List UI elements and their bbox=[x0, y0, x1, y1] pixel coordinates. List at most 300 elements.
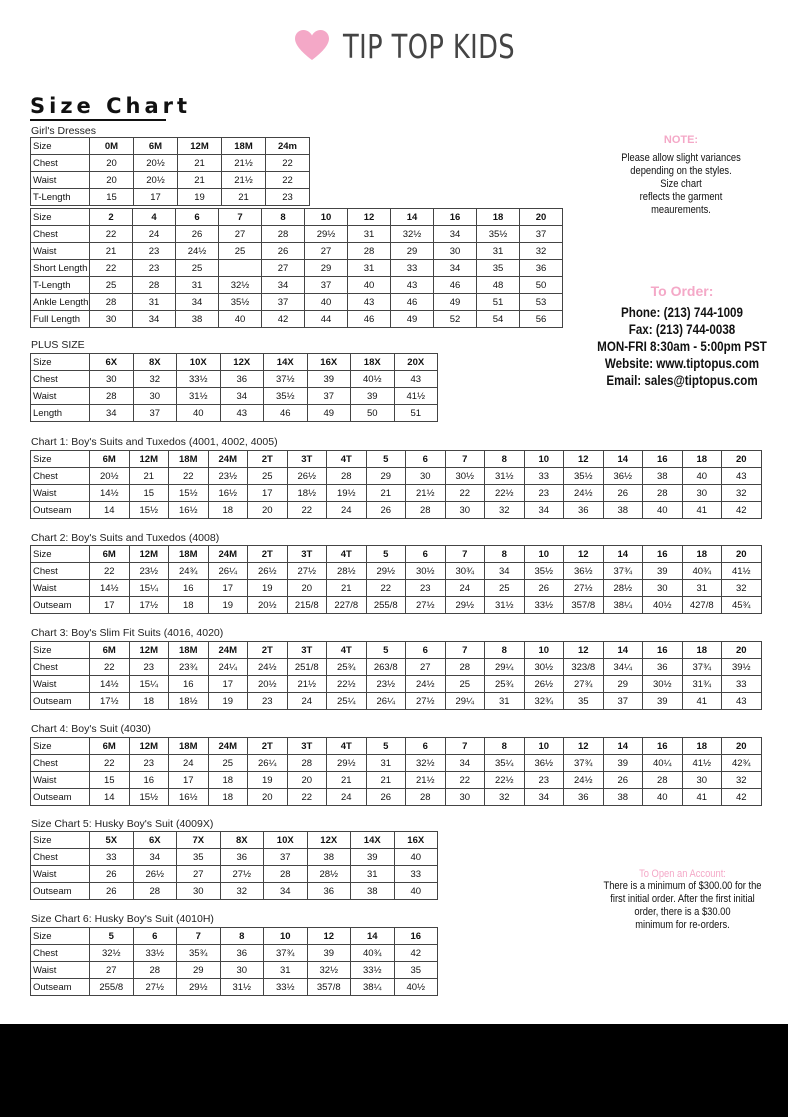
size-header-cell: 2T bbox=[248, 451, 288, 468]
table-cell: 34 bbox=[133, 311, 176, 328]
table-cell: 14½ bbox=[90, 485, 130, 502]
order-phone: Phone: (213) 744-1009 bbox=[621, 305, 743, 320]
table-cell: 17 bbox=[90, 597, 130, 614]
title-underline bbox=[30, 119, 166, 121]
table-cell: 26 bbox=[366, 502, 406, 519]
size-header-cell: 18 bbox=[477, 209, 520, 226]
row-label: Outseam bbox=[31, 883, 90, 900]
size-header-cell: 5 bbox=[366, 642, 406, 659]
size-header-cell: 24M bbox=[208, 738, 248, 755]
table-cell: 25¼ bbox=[327, 693, 367, 710]
table-cell: 28 bbox=[643, 485, 683, 502]
table-cell: 21 bbox=[90, 243, 133, 260]
table-cell: 30 bbox=[434, 243, 477, 260]
table-cell: 14½ bbox=[90, 676, 130, 693]
size-header-cell: 8 bbox=[220, 928, 264, 945]
size-header-cell: 16X bbox=[394, 832, 438, 849]
table-cell: 29½ bbox=[445, 597, 485, 614]
table-cell: 357/8 bbox=[307, 979, 351, 996]
table-cell: 251/8 bbox=[287, 659, 327, 676]
table-cell: 38 bbox=[351, 883, 395, 900]
table-cell: 15½ bbox=[169, 485, 209, 502]
size-header-cell: 4T bbox=[327, 451, 367, 468]
table-cell: 18½ bbox=[287, 485, 327, 502]
table-cell: 37½ bbox=[264, 371, 308, 388]
size-header-cell: 7 bbox=[445, 546, 485, 563]
row-label: Size bbox=[31, 928, 90, 945]
table-row bbox=[31, 866, 438, 883]
table-cell: 38 bbox=[176, 311, 219, 328]
size-header-cell: 18 bbox=[682, 451, 722, 468]
table-cell: 22 bbox=[90, 563, 130, 580]
row-label: Chest bbox=[31, 371, 90, 388]
table-cell: 23 bbox=[133, 260, 176, 277]
table-cell: 37 bbox=[307, 388, 351, 405]
table-cell: 23¾ bbox=[169, 659, 209, 676]
row-label: Short Length bbox=[31, 260, 90, 277]
table-cell: 30 bbox=[643, 580, 683, 597]
table-cell: 22 bbox=[266, 155, 310, 172]
chart-caption-chart-4: Chart 4: Boy's Suit (4030) bbox=[31, 723, 151, 735]
table-cell: 34 bbox=[434, 226, 477, 243]
table-cell: 26½ bbox=[133, 866, 177, 883]
table-cell: 40¾ bbox=[351, 945, 395, 962]
size-header-cell: 14 bbox=[603, 642, 643, 659]
table-cell: 24½ bbox=[248, 659, 288, 676]
table-cell: 29½ bbox=[366, 563, 406, 580]
table-cell: 25 bbox=[485, 580, 525, 597]
table-cell: 37 bbox=[305, 277, 348, 294]
size-header-cell: 24M bbox=[208, 451, 248, 468]
table-cell: 38 bbox=[307, 849, 351, 866]
heart-icon bbox=[295, 30, 329, 62]
chart-caption-chart-6: Size Chart 6: Husky Boy's Suit (4010H) bbox=[31, 913, 214, 925]
table-cell: 16 bbox=[169, 676, 209, 693]
table-row bbox=[31, 580, 762, 597]
table-cell: 24 bbox=[133, 226, 176, 243]
table-cell: 25 bbox=[219, 243, 262, 260]
size-header-cell: 12M bbox=[129, 642, 169, 659]
table-cell: 18 bbox=[169, 597, 209, 614]
table-cell: 29 bbox=[305, 260, 348, 277]
table-row bbox=[31, 755, 762, 772]
table-row bbox=[31, 563, 762, 580]
table-cell: 31 bbox=[477, 243, 520, 260]
table-cell: 40½ bbox=[351, 371, 395, 388]
size-header-cell: 24M bbox=[208, 546, 248, 563]
size-header-cell: 4T bbox=[327, 738, 367, 755]
size-header-cell: 5 bbox=[366, 546, 406, 563]
table-cell: 28½ bbox=[307, 866, 351, 883]
size-header-cell: 24M bbox=[208, 642, 248, 659]
table-cell: 26½ bbox=[248, 563, 288, 580]
table-cell: 17 bbox=[134, 189, 178, 206]
size-header-cell: 2T bbox=[248, 738, 288, 755]
row-label: Waist bbox=[31, 243, 90, 260]
table-cell: 30 bbox=[90, 371, 134, 388]
note-block bbox=[588, 134, 774, 217]
size-header-cell: 12M bbox=[129, 451, 169, 468]
row-label: Waist bbox=[31, 388, 90, 405]
table-cell: 24 bbox=[327, 789, 367, 806]
table-row bbox=[31, 388, 438, 405]
table-cell: 28½ bbox=[327, 563, 367, 580]
table-header-row bbox=[31, 209, 563, 226]
size-header-cell: 8X bbox=[133, 354, 177, 371]
row-label: Outseam bbox=[31, 789, 90, 806]
table-cell: 23 bbox=[266, 189, 310, 206]
size-header-cell: 6 bbox=[406, 642, 446, 659]
table-row bbox=[31, 502, 762, 519]
table-cell: 46 bbox=[264, 405, 308, 422]
table-cell: 42 bbox=[262, 311, 305, 328]
table-cell: 34¼ bbox=[603, 659, 643, 676]
table-row bbox=[31, 172, 310, 189]
row-label: Chest bbox=[31, 659, 90, 676]
table-cell: 30 bbox=[90, 311, 133, 328]
table-cell: 27½ bbox=[133, 979, 177, 996]
size-header-cell: 12M bbox=[129, 738, 169, 755]
size-header-cell: 2T bbox=[248, 642, 288, 659]
table-cell: 15¼ bbox=[129, 676, 169, 693]
table-cell: 33½ bbox=[133, 945, 177, 962]
table-cell: 43 bbox=[220, 405, 264, 422]
table-cell: 32½ bbox=[391, 226, 434, 243]
table-cell: 32 bbox=[722, 772, 762, 789]
table-cell: 29¼ bbox=[485, 659, 525, 676]
table-cell: 36 bbox=[220, 945, 264, 962]
row-label: Waist bbox=[31, 676, 90, 693]
order-block bbox=[576, 283, 788, 389]
table-cell: 26 bbox=[603, 772, 643, 789]
table-cell: 33 bbox=[391, 260, 434, 277]
size-header-cell: 14X bbox=[351, 832, 395, 849]
table-row bbox=[31, 243, 563, 260]
note-line: reflects the garment bbox=[639, 191, 723, 203]
table-cell: 38 bbox=[643, 468, 683, 485]
table-cell: 26 bbox=[90, 883, 134, 900]
row-label: Ankle Length bbox=[31, 294, 90, 311]
table-cell: 21½ bbox=[222, 172, 266, 189]
table-cell: 19 bbox=[208, 597, 248, 614]
table-cell: 32½ bbox=[90, 945, 134, 962]
size-header-cell: 8 bbox=[485, 642, 525, 659]
chart-caption-chart-1: Chart 1: Boy's Suits and Tuxedos (4001, 4002, 4005) bbox=[31, 436, 278, 448]
table-cell bbox=[219, 260, 262, 277]
table-row bbox=[31, 226, 563, 243]
size-header-cell: 18 bbox=[682, 642, 722, 659]
table-cell: 31 bbox=[351, 866, 395, 883]
row-label: Waist bbox=[31, 772, 90, 789]
size-header-cell: 14 bbox=[603, 451, 643, 468]
size-header-cell: 5X bbox=[90, 832, 134, 849]
table-cell: 34 bbox=[524, 789, 564, 806]
chart-caption-girls-dresses: Girl's Dresses bbox=[31, 125, 97, 137]
table-cell: 32 bbox=[220, 883, 264, 900]
table-cell: 26 bbox=[262, 243, 305, 260]
row-label: Chest bbox=[31, 468, 90, 485]
table-cell: 34 bbox=[524, 502, 564, 519]
table-cell: 23½ bbox=[208, 468, 248, 485]
table-cell: 22 bbox=[90, 260, 133, 277]
order-website: Website: www.tiptopus.com bbox=[604, 356, 760, 371]
table-cell: 16½ bbox=[169, 789, 209, 806]
table-cell: 27 bbox=[90, 962, 134, 979]
table-cell: 28 bbox=[406, 789, 446, 806]
table-cell: 22 bbox=[90, 755, 130, 772]
table-cell: 20½ bbox=[134, 172, 178, 189]
row-label: Waist bbox=[31, 962, 90, 979]
table-cell: 37 bbox=[520, 226, 563, 243]
table-cell: 54 bbox=[477, 311, 520, 328]
chart-caption-plus-size: PLUS SIZE bbox=[31, 339, 85, 351]
table-cell: 36 bbox=[564, 502, 604, 519]
table-cell: 20 bbox=[90, 155, 134, 172]
table-cell: 31 bbox=[264, 962, 308, 979]
table-cell: 35½ bbox=[264, 388, 308, 405]
table-cell: 26¼ bbox=[366, 693, 406, 710]
size-header-cell: 18 bbox=[682, 546, 722, 563]
table-cell: 36½ bbox=[603, 468, 643, 485]
table-cell: 33 bbox=[90, 849, 134, 866]
row-label: Length bbox=[31, 405, 90, 422]
table-cell: 31½ bbox=[220, 979, 264, 996]
table-cell: 30½ bbox=[524, 659, 564, 676]
table-cell: 24 bbox=[169, 755, 209, 772]
table-cell: 29 bbox=[177, 962, 221, 979]
table-row bbox=[31, 945, 438, 962]
table-cell: 37¾ bbox=[682, 659, 722, 676]
table-cell: 37¾ bbox=[603, 563, 643, 580]
table-cell: 34 bbox=[133, 849, 177, 866]
table-row bbox=[31, 962, 438, 979]
table-cell: 30 bbox=[682, 772, 722, 789]
table-cell: 36 bbox=[643, 659, 683, 676]
table-header-row bbox=[31, 738, 762, 755]
table-cell: 41 bbox=[682, 693, 722, 710]
table-cell: 49 bbox=[391, 311, 434, 328]
table-cell: 21 bbox=[178, 155, 222, 172]
size-header-cell: 12 bbox=[564, 546, 604, 563]
row-label: Chest bbox=[31, 849, 90, 866]
table-cell: 25 bbox=[248, 468, 288, 485]
table-cell: 18 bbox=[208, 502, 248, 519]
table-cell: 31 bbox=[133, 294, 176, 311]
size-header-cell: 10 bbox=[524, 451, 564, 468]
table-cell: 33½ bbox=[524, 597, 564, 614]
table-cell: 35¼ bbox=[485, 755, 525, 772]
table-cell: 21 bbox=[129, 468, 169, 485]
table-cell: 14 bbox=[90, 502, 130, 519]
table-cell: 35 bbox=[564, 693, 604, 710]
table-cell: 30¾ bbox=[445, 563, 485, 580]
row-label: Waist bbox=[31, 866, 90, 883]
table-cell: 40 bbox=[682, 468, 722, 485]
size-header-cell: 6 bbox=[406, 738, 446, 755]
table-cell: 31 bbox=[348, 260, 391, 277]
size-header-cell: 14 bbox=[351, 928, 395, 945]
table-cell: 40½ bbox=[643, 597, 683, 614]
table-cell: 24½ bbox=[564, 772, 604, 789]
table-row bbox=[31, 597, 762, 614]
table-cell: 427/8 bbox=[682, 597, 722, 614]
table-row bbox=[31, 979, 438, 996]
table-cell: 29¼ bbox=[445, 693, 485, 710]
table-cell: 37 bbox=[262, 294, 305, 311]
table-cell: 27½ bbox=[220, 866, 264, 883]
size-header-cell: 3T bbox=[287, 642, 327, 659]
size-header-cell: 16 bbox=[643, 451, 683, 468]
size-header-cell: 20X bbox=[394, 354, 438, 371]
table-cell: 227/8 bbox=[327, 597, 367, 614]
size-header-cell: 14 bbox=[603, 546, 643, 563]
table-cell: 36 bbox=[220, 849, 264, 866]
table-row bbox=[31, 468, 762, 485]
size-header-cell: 10 bbox=[524, 738, 564, 755]
row-label: Full Length bbox=[31, 311, 90, 328]
table-header-row bbox=[31, 642, 762, 659]
table-cell: 27 bbox=[305, 243, 348, 260]
table-cell: 37 bbox=[133, 405, 177, 422]
row-label: Size bbox=[31, 832, 90, 849]
size-header-cell: 6M bbox=[90, 451, 130, 468]
table-cell: 40 bbox=[643, 502, 683, 519]
table-cell: 263/8 bbox=[366, 659, 406, 676]
table-cell: 43 bbox=[394, 371, 438, 388]
table-cell: 43 bbox=[722, 468, 762, 485]
note-line: depending on the styles. bbox=[630, 165, 732, 177]
table-row bbox=[31, 789, 762, 806]
table-cell: 20 bbox=[248, 789, 288, 806]
table-cell: 28 bbox=[348, 243, 391, 260]
table-cell: 39 bbox=[643, 693, 683, 710]
size-header-cell: 4T bbox=[327, 642, 367, 659]
table-cell: 40 bbox=[643, 789, 683, 806]
size-header-cell: 10 bbox=[264, 928, 308, 945]
table-cell: 28 bbox=[264, 866, 308, 883]
account-line: first initial order. After the first initial bbox=[610, 893, 755, 905]
table-cell: 30½ bbox=[445, 468, 485, 485]
size-header-cell: 20 bbox=[722, 546, 762, 563]
table-cell: 20 bbox=[90, 172, 134, 189]
table-cell: 24½ bbox=[176, 243, 219, 260]
size-header-cell: 12 bbox=[564, 738, 604, 755]
table-cell: 43 bbox=[391, 277, 434, 294]
size-header-cell: 20 bbox=[520, 209, 563, 226]
table-cell: 41½ bbox=[394, 388, 438, 405]
table-cell: 40 bbox=[219, 311, 262, 328]
table-cell: 28 bbox=[133, 962, 177, 979]
table-cell: 35½ bbox=[524, 563, 564, 580]
table-cell: 26 bbox=[603, 485, 643, 502]
size-header-cell: 16 bbox=[643, 642, 683, 659]
table-cell: 25¾ bbox=[327, 659, 367, 676]
order-fax: Fax: (213) 744-0038 bbox=[628, 322, 736, 337]
size-header-cell: 20 bbox=[722, 642, 762, 659]
account-line: There is a minimum of $300.00 for the bbox=[603, 880, 762, 892]
row-label: Outseam bbox=[31, 979, 90, 996]
size-header-cell: 18 bbox=[682, 738, 722, 755]
size-header-cell: 3T bbox=[287, 451, 327, 468]
table-cell: 30½ bbox=[406, 563, 446, 580]
row-label: Size bbox=[31, 209, 90, 226]
table-cell: 16 bbox=[169, 580, 209, 597]
size-header-cell: 10 bbox=[305, 209, 348, 226]
table-cell: 17 bbox=[169, 772, 209, 789]
size-header-cell: 3T bbox=[287, 546, 327, 563]
table-cell: 39 bbox=[351, 849, 395, 866]
table-cell: 26¼ bbox=[208, 563, 248, 580]
table-cell: 23½ bbox=[366, 676, 406, 693]
brand-name: TIP TOP KIDS bbox=[343, 26, 516, 66]
table-cell: 23 bbox=[133, 243, 176, 260]
table-cell: 32¾ bbox=[524, 693, 564, 710]
table-row bbox=[31, 659, 762, 676]
row-label: T-Length bbox=[31, 277, 90, 294]
table-cell: 39 bbox=[351, 388, 395, 405]
table-cell: 40 bbox=[348, 277, 391, 294]
size-header-cell: 18M bbox=[222, 138, 266, 155]
table-cell: 43 bbox=[348, 294, 391, 311]
table-cell: 15¼ bbox=[129, 580, 169, 597]
table-cell: 53 bbox=[520, 294, 563, 311]
table-cell: 357/8 bbox=[564, 597, 604, 614]
table-cell: 32 bbox=[485, 789, 525, 806]
table-cell: 37 bbox=[603, 693, 643, 710]
table-cell: 19½ bbox=[327, 485, 367, 502]
table-cell: 42 bbox=[722, 789, 762, 806]
table-cell: 22 bbox=[445, 485, 485, 502]
row-label: Outseam bbox=[31, 502, 90, 519]
table-row bbox=[31, 311, 563, 328]
table-cell: 50 bbox=[520, 277, 563, 294]
table-cell: 29½ bbox=[327, 755, 367, 772]
table-cell: 29 bbox=[391, 243, 434, 260]
size-header-cell: 10 bbox=[524, 546, 564, 563]
table-cell: 30 bbox=[682, 485, 722, 502]
size-header-cell: 6M bbox=[90, 546, 130, 563]
table-cell: 40 bbox=[394, 849, 438, 866]
table-cell: 34 bbox=[220, 388, 264, 405]
table-cell: 255/8 bbox=[366, 597, 406, 614]
table-cell: 36½ bbox=[564, 563, 604, 580]
size-header-cell: 6 bbox=[133, 928, 177, 945]
table-cell: 24 bbox=[287, 693, 327, 710]
table-cell: 38 bbox=[603, 502, 643, 519]
table-cell: 25 bbox=[445, 676, 485, 693]
table-cell: 34 bbox=[445, 755, 485, 772]
table-cell: 14 bbox=[90, 789, 130, 806]
table-cell: 33½ bbox=[351, 962, 395, 979]
table-cell: 323/8 bbox=[564, 659, 604, 676]
row-label: Size bbox=[31, 138, 90, 155]
table-row bbox=[31, 405, 438, 422]
table-cell: 36 bbox=[220, 371, 264, 388]
size-header-cell: 12X bbox=[307, 832, 351, 849]
table-cell: 16½ bbox=[169, 502, 209, 519]
table-header-row bbox=[31, 928, 438, 945]
table-cell: 29 bbox=[603, 676, 643, 693]
table-cell: 32½ bbox=[406, 755, 446, 772]
table-cell: 39 bbox=[307, 371, 351, 388]
table-cell: 26 bbox=[366, 789, 406, 806]
size-header-cell: 6M bbox=[90, 642, 130, 659]
table-cell: 27 bbox=[219, 226, 262, 243]
row-label: Size bbox=[31, 451, 90, 468]
table-cell: 40 bbox=[305, 294, 348, 311]
account-title: To Open an Account: bbox=[639, 868, 726, 880]
table-cell: 39½ bbox=[722, 659, 762, 676]
